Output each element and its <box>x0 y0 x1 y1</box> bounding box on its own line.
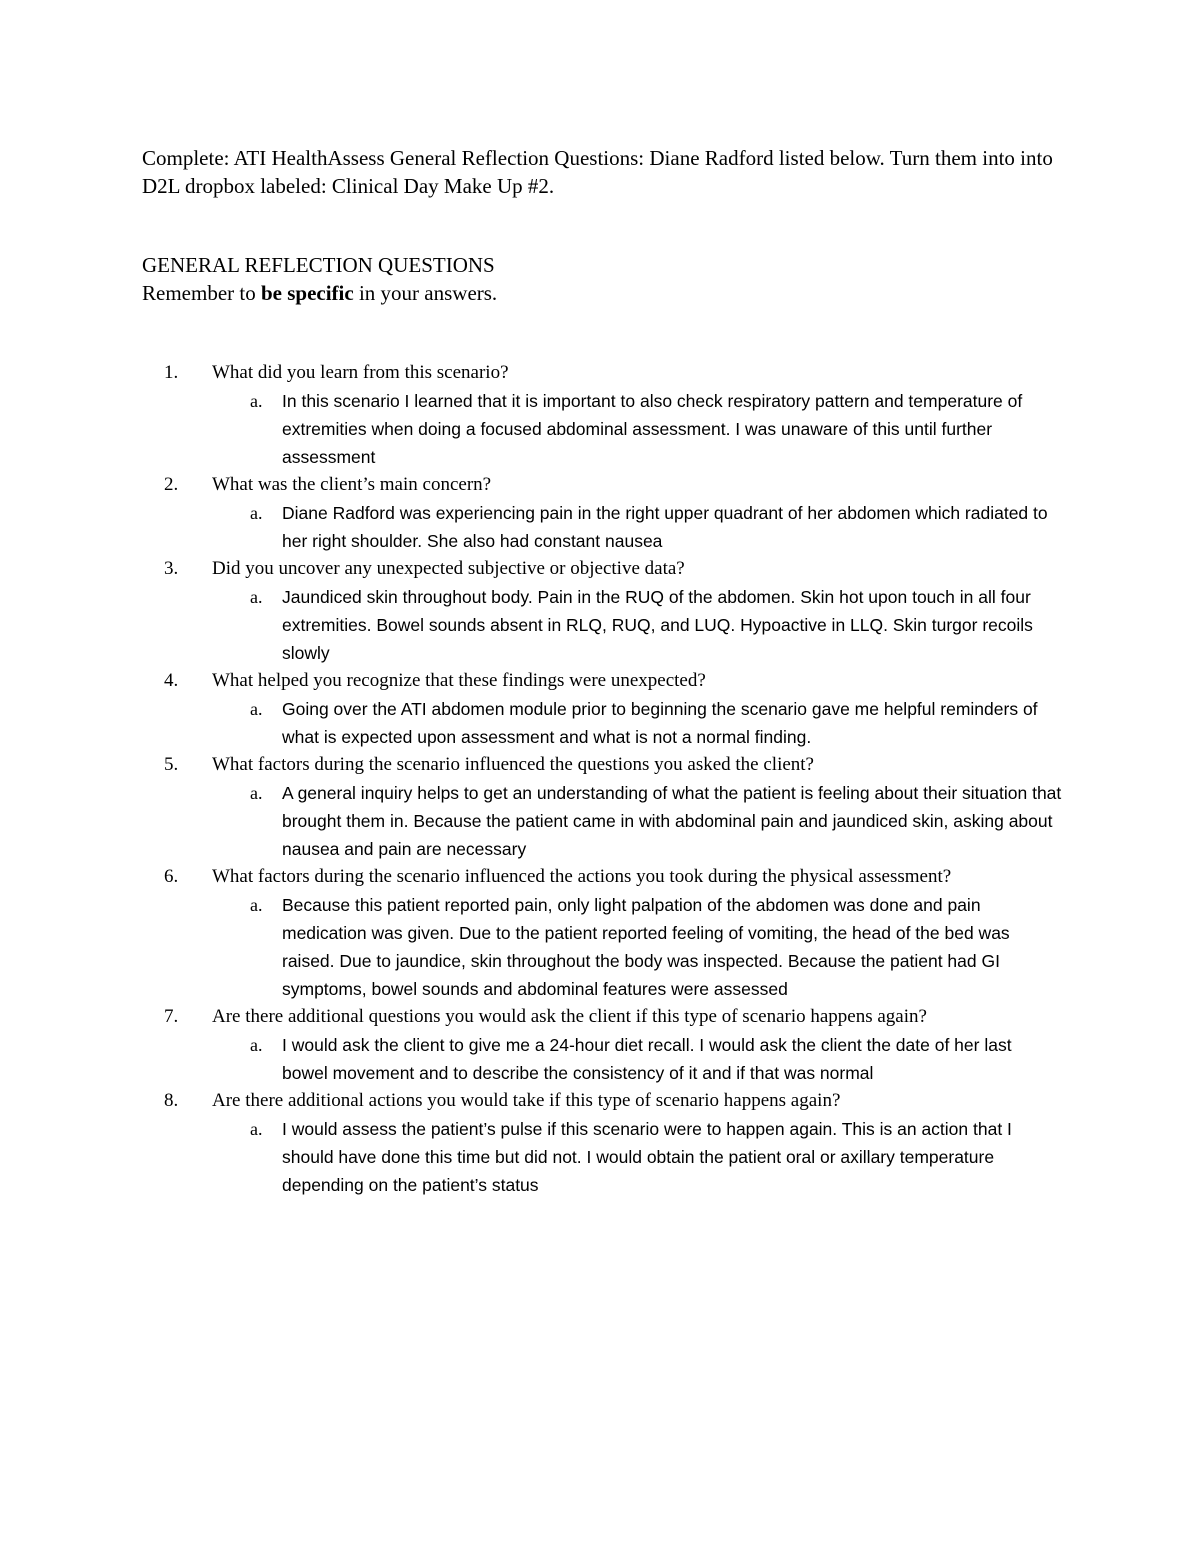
reminder-bold: be specific <box>260 281 354 305</box>
question-text: What was the client’s main concern? <box>212 474 492 495</box>
answer-line <box>142 1031 1082 1087</box>
answer-line <box>142 891 1082 1003</box>
answer-letter: a. <box>250 783 263 803</box>
answer-letter: a. <box>250 587 263 607</box>
question-line <box>142 1003 1082 1031</box>
reminder-prefix: Remember to <box>142 281 261 305</box>
question-line <box>142 863 1082 891</box>
question-line <box>142 555 1082 583</box>
question-text: What factors during the scenario influenced the questions you asked the client? <box>212 754 814 775</box>
question-item-8 <box>142 1087 1082 1199</box>
question-item-6 <box>142 863 1082 1003</box>
question-number: 8. <box>164 1090 179 1111</box>
question-line <box>142 667 1082 695</box>
answer-text: In this scenario I learned that it is important to also check respiratory pattern and temperature of extremities when doing a focused abdominal assessment. I was unaware of this until further assessment <box>282 391 1023 467</box>
question-number: 1. <box>164 362 179 383</box>
answer-letter: a. <box>250 699 263 719</box>
answer-text: Because this patient reported pain, only light palpation of the abdomen was done and pain medication was given. Due to the patient reported feeling of vomiting, the head of the bed was raised. Due to jaundice, skin throughout the body was inspected. Because the patient had GI symptoms, bowel sounds and abdominal features were assessed <box>282 895 1010 999</box>
answer-letter: a. <box>250 895 263 915</box>
intro-paragraph: Complete: ATI HealthAssess General Reflection Questions: Diane Radford listed below. Turn them into into D2L dropbox labeled: Clinical Day Make Up #2. <box>142 146 1053 198</box>
question-number: 3. <box>164 558 179 579</box>
question-item-3 <box>142 555 1082 667</box>
question-number: 2. <box>164 474 179 495</box>
question-line <box>142 471 1082 499</box>
question-text: What helped you recognize that these findings were unexpected? <box>212 670 706 691</box>
answer-text: Diane Radford was experiencing pain in the right upper quadrant of her abdomen which radiated to her right shoulder. She also had constant nausea <box>282 503 1048 551</box>
answer-text: A general inquiry helps to get an understanding of what the patient is feeling about their situation that brought them in. Because the patient came in with abdominal pain and jaundiced skin, asking about nausea and pain are necessary <box>282 783 1062 859</box>
question-line <box>142 751 1082 779</box>
question-line <box>142 359 1082 387</box>
question-number: 5. <box>164 754 179 775</box>
answer-line <box>142 499 1082 555</box>
question-number: 6. <box>164 866 179 887</box>
question-item-2 <box>142 471 1082 555</box>
answer-line <box>142 387 1082 471</box>
answer-letter: a. <box>250 503 263 523</box>
answer-line <box>142 779 1082 863</box>
question-number: 7. <box>164 1006 179 1027</box>
answer-letter: a. <box>250 391 263 411</box>
question-text: What factors during the scenario influenced the actions you took during the physical assessment? <box>212 866 952 887</box>
answer-line <box>142 695 1082 751</box>
reminder-line <box>142 279 1062 307</box>
question-text: What did you learn from this scenario? <box>212 362 509 383</box>
answer-text: I would ask the client to give me a 24-hour diet recall. I would ask the client the date of her last bowel movement and to describe the consistency of it and if that was normal <box>282 1035 1012 1083</box>
answer-text: Going over the ATI abdomen module prior to beginning the scenario gave me helpful reminders of what is expected upon assessment and what is not a normal finding. <box>282 699 1038 747</box>
question-item-1 <box>142 359 1082 471</box>
question-item-7 <box>142 1003 1082 1087</box>
answer-letter: a. <box>250 1035 263 1055</box>
answer-letter: a. <box>250 1119 263 1139</box>
question-item-5 <box>142 751 1082 863</box>
answer-text: I would assess the patient’s pulse if this scenario were to happen again. This is an action that I should have done this time but did not. I would obtain the patient oral or axillary temperature depending on the patient’s status <box>282 1119 1012 1195</box>
section-title: GENERAL REFLECTION QUESTIONS <box>142 253 495 277</box>
question-line <box>142 1087 1082 1115</box>
question-list <box>142 359 1082 1199</box>
answer-line <box>142 1115 1082 1199</box>
reminder-suffix: in your answers. <box>353 281 498 305</box>
question-item-4 <box>142 667 1082 751</box>
reflection-heading-block <box>142 251 1062 307</box>
question-text: Did you uncover any unexpected subjective or objective data? <box>212 558 685 579</box>
answer-text: Jaundiced skin throughout body. Pain in the RUQ of the abdomen. Skin hot upon touch in all four extremities. Bowel sounds absent in RLQ, RUQ, and LUQ. Hypoactive in LLQ. Skin turgor recoils slowly <box>282 587 1033 663</box>
question-text: Are there additional actions you would take if this type of scenario happens again? <box>212 1090 841 1111</box>
question-number: 4. <box>164 670 179 691</box>
answer-line <box>142 583 1082 667</box>
question-text: Are there additional questions you would ask the client if this type of scenario happens again? <box>212 1006 927 1027</box>
